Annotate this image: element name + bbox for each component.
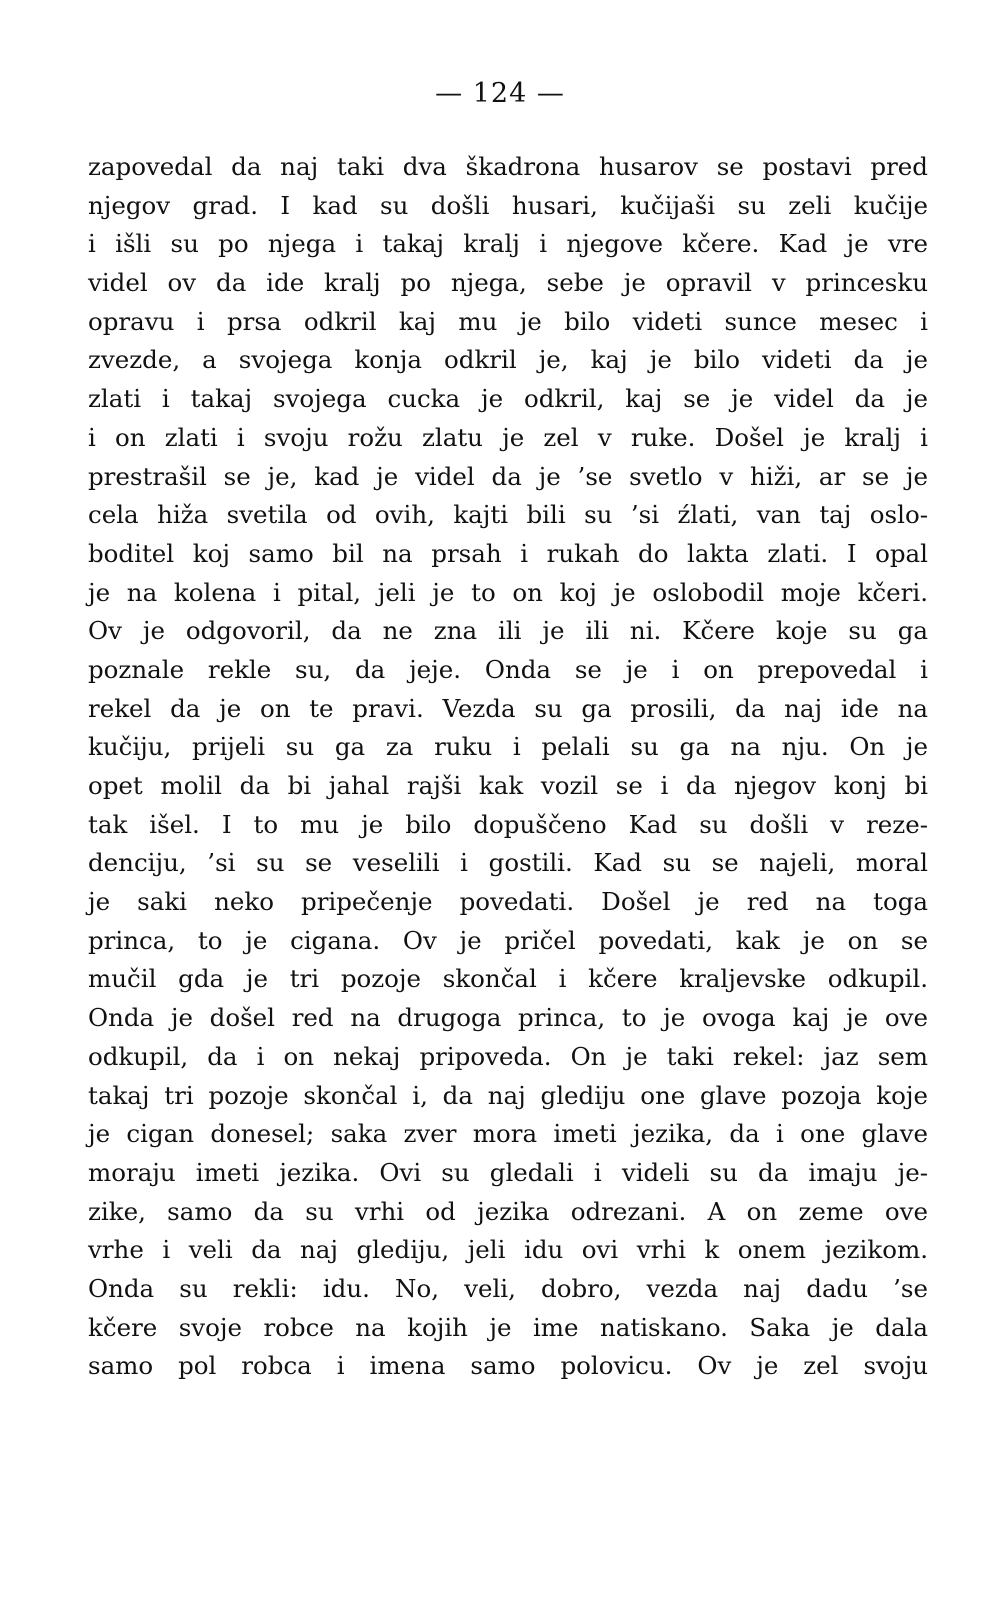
text-line: Onda je došel red na drugoga princa, to je ovoga kaj je ove: [88, 1003, 928, 1033]
text-line: rekel da je on te pravi. Vezda su ga prosili, da naj ide na: [88, 693, 928, 723]
text-line: zapovedal da naj taki dva škadrona husarov se postavi pred: [88, 152, 928, 181]
text-line: je saki neko pripečenje povedati. Došel je red na toga: [88, 887, 928, 917]
page-number: — 124 —: [435, 78, 565, 109]
text-line: zvezde, a svojega konja odkril je, kaj je bilo videti da je: [88, 345, 928, 375]
text-line: zike, samo da su vrhi od jezika odrezani. A on zeme ove: [88, 1196, 928, 1226]
text-line: vrhe i veli da naj glediju, jeli idu ovi vrhi k onem jezikom.: [88, 1235, 928, 1265]
text-line: je cigan donesel; saka zver mora imeti jezika, da i one glave: [88, 1119, 928, 1149]
text-line: prestrašil se je, kad je videl da je ’se svetlo v hiži, ar se je: [88, 461, 928, 491]
text-line: i išli su po njega i takaj kralj i njegove kčere. Kad je vre: [88, 229, 928, 259]
text-line: Ov je odgovoril, da ne zna ili je ili ni. Kčere koje su ga: [88, 616, 928, 646]
text-line: i on zlati i svoju rožu zlatu je zel v ruke. Došel je kralj i: [88, 422, 928, 452]
text-line: videl ov da ide kralj po njega, sebe je opravil v princesku: [88, 268, 928, 298]
text-line: poznale rekle su, da jeje. Onda se je i on prepovedal i: [88, 654, 928, 684]
body-text: [88, 148, 928, 1386]
text-line: princa, to je cigana. Ov je pričel povedati, kak je on se: [88, 925, 928, 955]
text-line: kčere svoje robce na kojih je ime natiskano. Saka je dala: [88, 1312, 928, 1342]
text-line: samo pol robca i imena samo polovicu. Ov je zel svoju: [88, 1351, 928, 1381]
text-line: moraju imeti jezika. Ovi su gledali i videli su da imaju je-: [88, 1157, 928, 1187]
text-line: tak išel. I to mu je bilo dopuščeno Kad su došli v reze-: [88, 809, 928, 839]
text-line: kučiju, prijeli su ga za ruku i pelali su ga na nju. On je: [88, 732, 928, 762]
text-line: Onda su rekli: idu. No, veli, dobro, vezda naj dadu ’se: [88, 1273, 928, 1303]
text-line: njegov grad. I kad su došli husari, kučijaši su zeli kučije: [88, 190, 928, 220]
text-line: zlati i takaj svojega cucka je odkril, kaj se je videl da je: [88, 384, 928, 414]
text-line: cela hiža svetila od ovih, kajti bili su ’si źlati, van taj oslo-: [88, 500, 928, 530]
text-line: opet molil da bi jahal rajši kak vozil se i da njegov konj bi: [88, 771, 928, 800]
text-line: takaj tri pozoje skončal i, da naj glediju one glave pozoja koje: [88, 1080, 928, 1110]
text-line: odkupil, da i on nekaj pripoveda. On je taki rekel: jaz sem: [88, 1041, 928, 1071]
text-line: mučil gda je tri pozoje skončal i kčere kraljevske odkupil.: [88, 964, 928, 994]
text-line: opravu i prsa odkril kaj mu je bilo videti sunce mesec i: [88, 306, 928, 336]
text-line: denciju, ’si su se veselili i gostili. Kad su se najeli, moral: [88, 848, 928, 878]
text-line: boditel koj samo bil na prsah i rukah do lakta zlati. I opal: [88, 538, 928, 568]
text-line: je na kolena i pital, jeli je to on koj je oslobodil moje kčeri.: [88, 577, 928, 607]
